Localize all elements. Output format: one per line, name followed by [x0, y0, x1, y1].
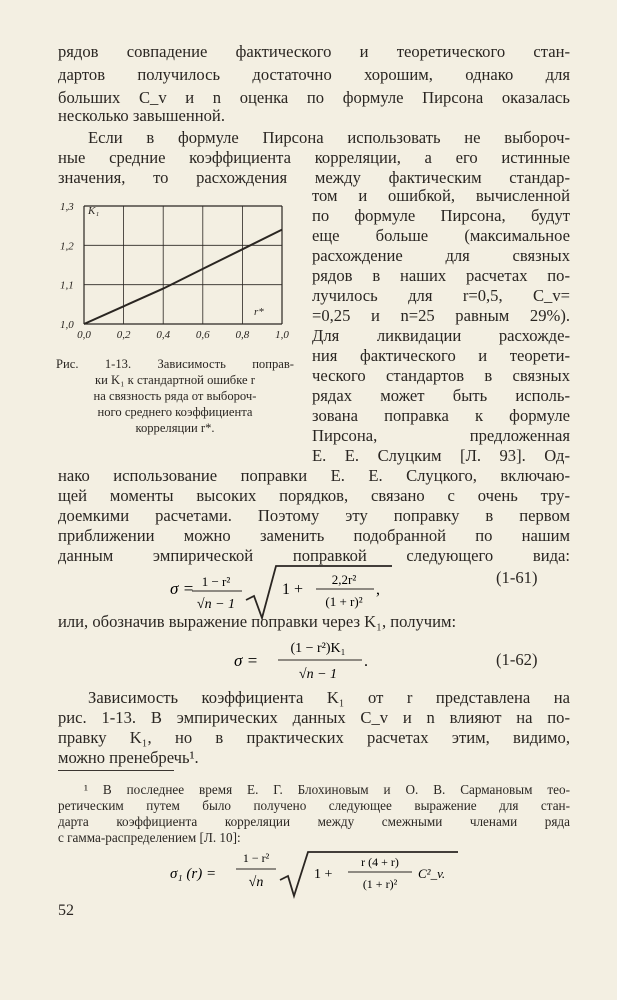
chart-y-tick: 1,3 — [60, 201, 74, 213]
chart-series-line — [84, 230, 282, 324]
text-line: правку K₁, но в практических расчетах этим, видимо, — [58, 728, 570, 747]
eq-numerator: 1 − r² — [201, 574, 231, 589]
text-line: доемкими расчетами. Поэтому эту поправку в первом — [58, 506, 570, 525]
text-line: рядах может быть исполь- — [312, 386, 570, 405]
text-line: ные средние коэффициента корреляции, а его истинные — [58, 148, 570, 167]
text-line: рядов совпадение фактического и теоретического стан- — [58, 42, 570, 61]
eq-numerator: 1 − r² — [242, 851, 270, 865]
footnote-equation — [170, 846, 470, 900]
text-line: зована поправка к формуле — [312, 406, 570, 425]
chart-y-tick: 1,1 — [60, 279, 74, 292]
eq-lhs: σ₁ (r) = — [170, 866, 217, 882]
chart-x-label: r* — [254, 306, 264, 318]
text-line: ческого стандартов в связных — [312, 366, 570, 385]
text-line: больших C_v и n оценка по формуле Пирсона оказалась — [58, 88, 570, 107]
chart-y-tick: 1,2 — [60, 240, 74, 253]
text-line: данным эмпирической поправкой следующего вида: — [58, 546, 570, 565]
eq-one-plus: 1 + — [282, 581, 304, 598]
chart-x-tick: 0,6 — [195, 329, 210, 341]
text-line: Для ликвидации расхожде- — [312, 326, 570, 345]
text-line: рядов в наших расчетах по- — [312, 266, 570, 285]
text-line: еще больше (максимальное — [312, 226, 570, 245]
text-line: можно пренебречь¹. — [58, 748, 199, 767]
text-line: ния фактического и теорети- — [312, 346, 570, 365]
text-line: Зависимость коэффициента K₁ от r представлена на — [88, 688, 570, 707]
equation-1-62 — [200, 632, 420, 688]
eq-inner-denominator: (1 + r)² — [362, 877, 398, 891]
text-line: =0,25 и n=25 равным 29%). — [312, 306, 570, 325]
equation-number: (1-62) — [496, 650, 538, 669]
equation-number: (1-61) — [496, 568, 538, 587]
eq-numerator: (1 − r²)K₁ — [290, 641, 346, 656]
text-line: рис. 1-13. В эмпирических данных C_v и n влияют на по- — [58, 708, 570, 727]
chart-x-tick: 1,0 — [275, 329, 289, 341]
footnote-rule — [58, 770, 174, 771]
chart-x-tick: 0,8 — [235, 329, 250, 341]
footnote-line: дарта коэффициента корреляции между смежными членами ряда — [58, 814, 570, 829]
text-line: расхождение для связных — [312, 246, 570, 265]
eq-cv: C²_v. — [418, 866, 446, 881]
eq-inner-numerator: 2,2r² — [331, 572, 357, 587]
text-line: Пирсона, предложенная — [312, 426, 570, 445]
eq-denominator: √n − 1 — [196, 597, 236, 612]
text-line: или, обозначив выражение поправки через K₁, получим: — [58, 612, 457, 631]
text-line: том и ошибкой, вычисленной — [312, 186, 570, 205]
text-line: нако использование поправки Е. Е. Слуцкого, включаю- — [58, 466, 570, 485]
text-line: дартов получилось достаточно хорошим, однако для — [58, 65, 570, 84]
eq-inner-numerator: r (4 + r) — [361, 855, 399, 869]
text-line: приближении можно заменить подобранной по нашим — [58, 526, 570, 545]
eq-denominator: √n — [248, 875, 264, 890]
text-line: по формуле Пирсона, будут — [312, 206, 570, 225]
text-line: щей моменты высоких порядков, связано с очень тру- — [58, 486, 570, 505]
chart-x-tick: 0,4 — [156, 329, 171, 341]
caption-line: ного среднего коэффициента — [97, 405, 253, 419]
text-line: несколько завышенной. — [58, 106, 225, 125]
eq-one-plus: 1 + — [314, 867, 333, 882]
caption-line: Рис. 1-13. Зависимость поправ- — [56, 357, 294, 371]
text-line: Е. Е. Слуцким [Л. 93]. Од- — [312, 446, 570, 465]
figure-1-13-chart — [58, 192, 298, 342]
page-number: 52 — [58, 902, 74, 919]
caption-line: на связность ряда от выбороч- — [93, 389, 257, 403]
footnote-line: ретическим путем было получено следующее выражение для стан- — [58, 798, 570, 813]
eq-tail: , — [376, 581, 380, 598]
eq-lhs: σ = — [234, 651, 259, 670]
chart-grid — [84, 206, 282, 324]
eq-inner-denominator: (1 + r)² — [325, 594, 363, 609]
chart-x-tick: 0,2 — [116, 329, 131, 341]
eq-denominator: √n − 1 — [298, 667, 338, 682]
footnote-line: с гамма-распределением [Л. 10]: — [58, 830, 241, 845]
text-line: лучилось для r=0,5, C_v= — [312, 286, 570, 305]
chart-x-tick: 0,0 — [77, 329, 91, 341]
text-line: Если в формуле Пирсона использовать не выбороч- — [88, 128, 570, 147]
caption-line: ки K₁ к стандартной ошибке r — [95, 373, 255, 387]
eq-tail: . — [364, 653, 368, 670]
caption-line: корреляции r*. — [135, 421, 215, 435]
chart-y-label: K₁ — [88, 205, 100, 217]
chart-y-tick: 1,0 — [60, 319, 74, 331]
footnote-line: ¹ В последнее время Е. Г. Блохиновым и О. В. Сармановым тео- — [84, 782, 570, 797]
eq-lhs: σ = — [170, 579, 195, 598]
text-line: значения, то расхождения между фактическим стандар- — [58, 168, 570, 187]
